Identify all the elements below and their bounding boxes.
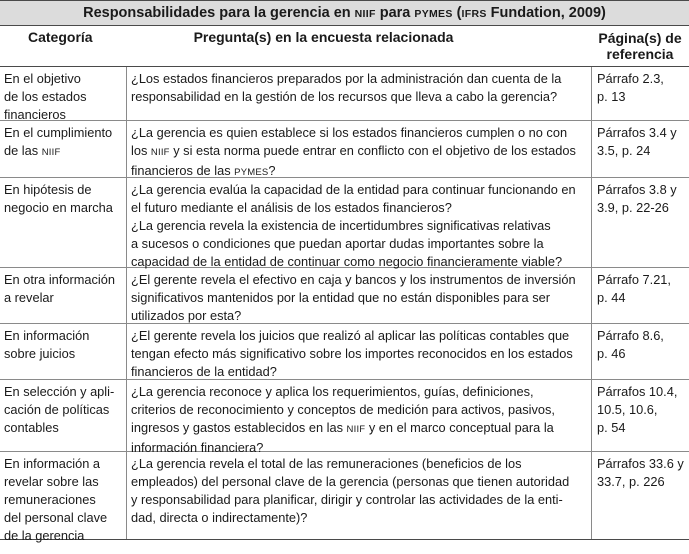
- title-tail: Fundation, 2009): [486, 5, 606, 21]
- cell-reference-line: Párrafos 33.6 y: [597, 456, 684, 471]
- header-reference-line: referencia: [606, 46, 674, 62]
- cell-category: [0, 121, 126, 177]
- cell-question-line: ¿El gerente revela el efectivo en caja y bancos y los instrumentos de inversión: [131, 272, 576, 287]
- cell-reference-line: 10.5, 10.6,: [597, 402, 658, 417]
- acronym: PYMES: [234, 167, 269, 178]
- title-paren: (: [452, 5, 462, 21]
- cell-reference: [591, 67, 689, 120]
- cell-category-line: En información a: [4, 456, 101, 471]
- cell-reference-line: p. 54: [597, 420, 626, 435]
- cell-category-line: En el cumplimiento: [4, 125, 113, 140]
- cell-reference-line: Párrafo 2.3,: [597, 71, 664, 86]
- title-pymes: PYMES: [414, 8, 453, 20]
- cell-reference: [591, 452, 689, 539]
- cell-category-line: remuneraciones: [4, 492, 96, 507]
- cell-question-line: ¿La gerencia revela el total de las remuneraciones (beneficios de los: [131, 456, 522, 471]
- cell-reference: [591, 268, 689, 323]
- cell-reference-line: Párrafos 3.8 y: [597, 182, 677, 197]
- cell-question-line: significativos mantenidos por la entidad que no están disponibles para ser: [131, 290, 551, 305]
- cell-category-line: de las NIIF: [4, 143, 61, 158]
- cell-question-line: ¿La gerencia revela la existencia de incertidumbres significativas relativas: [131, 218, 551, 233]
- cell-question-line: responsabilidad en la gestión de los recursos que lleva a cabo la gerencia?: [131, 89, 558, 104]
- cell-reference: [591, 121, 689, 177]
- title-mid: para: [375, 5, 415, 21]
- cell-category: [0, 324, 126, 379]
- title-lead: Responsabilidades para la gerencia en: [83, 5, 355, 21]
- table-body: [0, 67, 689, 543]
- header-category: Categoría: [28, 29, 93, 45]
- table-row: [0, 452, 689, 543]
- header-question: Pregunta(s) en la encuesta relacionada: [193, 29, 454, 45]
- cell-reference-line: p. 13: [597, 89, 626, 104]
- cell-category-line: de la gerencia: [4, 528, 85, 543]
- cell-reference: [591, 380, 689, 451]
- cell-question-line: información financiera?: [131, 440, 264, 455]
- cell-question-line: ¿La gerencia reconoce y aplica los requerimientos, guías, definiciones,: [131, 384, 534, 399]
- cell-question-line: y responsabilidad para planificar, dirigir y controlar las actividades de la enti-: [131, 492, 563, 507]
- cell-question-line: ¿El gerente revela los juicios que realizó al aplicar las políticas contables que: [131, 328, 570, 343]
- cell-category-line: de los estados: [4, 89, 87, 104]
- cell-category-line: En información: [4, 328, 90, 343]
- cell-category-line: contables: [4, 420, 59, 435]
- cell-question-line: a sucesos o condiciones que puedan aportar dudas importantes sobre la: [131, 236, 544, 251]
- table-title: [0, 0, 689, 26]
- cell-category-line: del personal clave: [4, 510, 108, 525]
- cell-category: [0, 268, 126, 323]
- cell-reference-line: Párrafos 3.4 y: [597, 125, 677, 140]
- cell-question: [126, 324, 591, 379]
- acronym: NIIF: [346, 424, 366, 435]
- cell-question-line: los NIIF y si esta norma puede entrar en conflicto con el objetivo de los estados: [131, 143, 576, 158]
- cell-question-line: empleados) del personal clave de la gerencia (personas que tienen autoridad: [131, 474, 570, 489]
- cell-reference: [591, 178, 689, 267]
- cell-category-line: En otra información: [4, 272, 115, 287]
- cell-category: [0, 67, 126, 120]
- cell-reference-line: Párrafo 7.21,: [597, 272, 671, 287]
- cell-question-line: ¿La gerencia es quien establece si los estados financieros cumplen o no con: [131, 125, 568, 140]
- cell-question-line: tengan efecto más significativo sobre los importes reconocidos en los estados: [131, 346, 573, 361]
- cell-category-line: cación de políticas: [4, 402, 110, 417]
- cell-question: [126, 67, 591, 120]
- header-reference-line: Página(s) de: [598, 30, 682, 46]
- table-row: [0, 67, 689, 121]
- cell-reference-line: Párrafo 8.6,: [597, 328, 664, 343]
- title-niif: NIIF: [354, 8, 376, 20]
- cell-reference-line: p. 46: [597, 346, 626, 361]
- cell-category-line: a revelar: [4, 290, 54, 305]
- cell-question-line: capacidad de la entidad de continuar como negocio financieramente viable?: [131, 254, 563, 269]
- cell-category-line: revelar sobre las: [4, 474, 99, 489]
- acronym: NIIF: [150, 147, 170, 158]
- cell-question-line: utilizados por esta?: [131, 308, 242, 323]
- cell-question: [126, 178, 591, 267]
- table-row: [0, 121, 689, 178]
- cell-question: [126, 268, 591, 323]
- acronym: NIIF: [41, 147, 61, 158]
- table-row: [0, 178, 689, 268]
- cell-category: [0, 178, 126, 267]
- cell-reference-line: Párrafos 10.4,: [597, 384, 678, 399]
- cell-category-line: financieros: [4, 107, 66, 122]
- cell-question-line: criterios de reconocimiento y conceptos de medición para activos, pasivos,: [131, 402, 555, 417]
- cell-reference-line: 3.5, p. 24: [597, 143, 651, 158]
- table-row: [0, 324, 689, 380]
- cell-category-line: En selección y apli-: [4, 384, 115, 399]
- cell-question-line: dad, directa o indirectamente)?: [131, 510, 308, 525]
- cell-reference-line: 3.9, p. 22-26: [597, 200, 669, 215]
- cell-question: [126, 452, 591, 539]
- cell-question-line: ¿La gerencia evalúa la capacidad de la entidad para continuar funcionando en: [131, 182, 576, 197]
- cell-question-line: financieros de la entidad?: [131, 364, 277, 379]
- cell-category-line: negocio en marcha: [4, 200, 113, 215]
- cell-reference-line: p. 44: [597, 290, 626, 305]
- cell-reference-line: 33.7, p. 226: [597, 474, 665, 489]
- cell-question-line: ¿Los estados financieros preparados por la administración dan cuenta de la: [131, 71, 562, 86]
- cell-question-line: financieros de las PYMES?: [131, 163, 276, 178]
- table-header-row: [0, 26, 689, 67]
- cell-category-line: En el objetivo: [4, 71, 81, 86]
- table-row: [0, 268, 689, 324]
- cell-category: [0, 452, 126, 543]
- cell-question: [126, 380, 591, 455]
- cell-question-line: ingresos y gastos establecidos en las NIIF y en el marco conceptual para la: [131, 420, 554, 435]
- header-reference: [591, 26, 689, 66]
- cell-category-line: En hipótesis de: [4, 182, 92, 197]
- cell-question-line: el futuro mediante el análisis de los estados financieros?: [131, 200, 452, 215]
- cell-category-line: sobre juicios: [4, 346, 76, 361]
- cell-reference: [591, 324, 689, 379]
- cell-category: [0, 380, 126, 451]
- title-ifrs: IFRS: [461, 8, 487, 20]
- cell-question: [126, 121, 591, 177]
- table-row: [0, 380, 689, 455]
